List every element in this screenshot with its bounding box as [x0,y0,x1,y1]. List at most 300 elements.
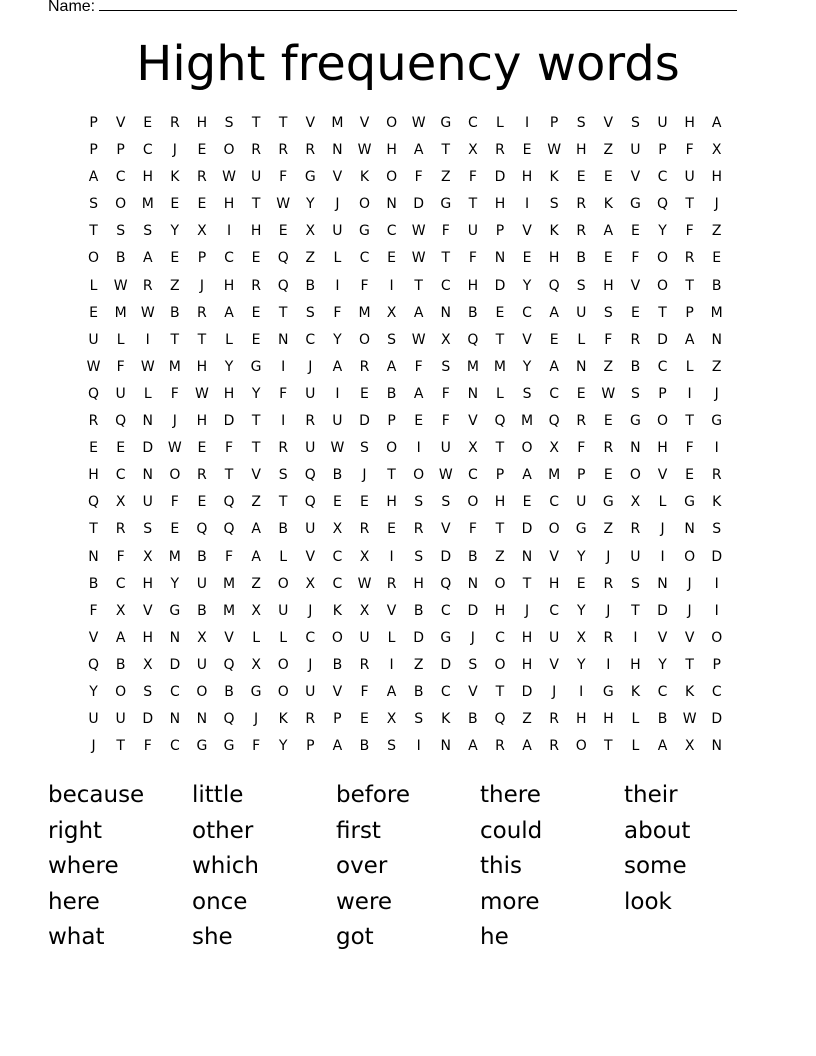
grid-letter[interactable]: Q [304,467,316,484]
grid-letter[interactable]: H [223,385,235,402]
grid-letter[interactable]: B [468,548,478,565]
grid-letter[interactable]: S [441,494,451,511]
grid-letter[interactable]: X [142,656,153,673]
grid-letter[interactable]: A [413,304,424,321]
grid-letter[interactable]: S [143,683,153,700]
grid-letter[interactable]: J [199,277,204,294]
grid-letter[interactable]: J [660,521,665,538]
grid-letter[interactable]: Z [603,142,614,159]
grid-letter[interactable]: K [441,711,451,728]
grid-letter[interactable]: H [494,494,506,511]
grid-letter[interactable]: F [170,385,179,402]
grid-letter[interactable]: L [685,358,694,375]
grid-letter[interactable]: R [115,521,126,538]
grid-letter[interactable]: T [522,575,532,592]
grid-letter[interactable]: D [711,711,723,728]
name-underline[interactable] [99,0,737,11]
grid-letter[interactable]: H [521,169,533,186]
grid-letter[interactable]: Z [522,711,532,728]
grid-letter[interactable]: O [657,250,669,267]
grid-letter[interactable]: O [331,629,343,646]
grid-letter[interactable]: Q [440,575,452,592]
grid-letter[interactable]: C [169,738,180,755]
grid-letter[interactable]: N [711,331,722,348]
grid-letter[interactable]: G [440,629,452,646]
grid-letter[interactable]: Y [170,223,180,240]
grid-letter[interactable]: D [494,169,506,186]
grid-letter[interactable]: R [386,575,397,592]
grid-letter[interactable]: R [576,223,587,240]
grid-letter[interactable]: R [359,358,370,375]
grid-letter[interactable]: S [549,196,559,213]
grid-letter[interactable]: W [357,142,372,159]
grid-letter[interactable]: D [657,602,668,619]
grid-letter[interactable]: F [414,358,423,375]
grid-letter[interactable]: S [143,223,153,240]
grid-letter[interactable]: U [196,575,208,592]
grid-letter[interactable]: S [305,304,315,321]
grid-letter[interactable]: E [414,413,424,430]
grid-letter[interactable]: C [549,385,560,402]
grid-letter[interactable]: I [389,277,394,294]
grid-letter[interactable]: O [115,683,127,700]
grid-letter[interactable]: V [549,548,559,565]
grid-letter[interactable]: Q [88,385,100,402]
grid-letter[interactable]: D [359,413,370,430]
grid-letter[interactable]: Q [467,331,479,348]
grid-letter[interactable]: A [413,385,424,402]
grid-letter[interactable]: N [521,548,533,565]
grid-letter[interactable]: G [440,196,452,213]
grid-letter[interactable]: T [224,467,234,484]
grid-letter[interactable]: Y [522,277,532,294]
grid-letter[interactable]: P [712,656,721,673]
grid-letter[interactable]: A [603,223,614,240]
grid-letter[interactable]: I [633,629,638,646]
grid-letter[interactable]: G [223,738,235,755]
grid-letter[interactable]: A [711,115,722,131]
grid-letter[interactable]: F [224,440,234,457]
grid-letter[interactable]: X [440,331,451,348]
grid-letter[interactable]: V [684,629,695,646]
grid-letter[interactable]: O [386,115,398,131]
grid-letter[interactable]: E [170,196,180,213]
grid-letter[interactable]: J [524,602,530,619]
grid-letter[interactable]: U [467,223,478,240]
grid-letter[interactable]: I [226,223,232,240]
grid-letter[interactable]: R [197,467,207,484]
grid-letter[interactable]: N [711,738,722,755]
grid-letter[interactable]: T [631,602,640,619]
grid-letter[interactable]: R [251,142,261,159]
grid-letter[interactable]: C [440,277,451,294]
grid-letter[interactable]: Y [333,331,342,348]
grid-letter[interactable]: Q [223,656,235,673]
grid-letter[interactable]: P [89,115,98,131]
grid-letter[interactable]: U [684,169,695,186]
grid-letter[interactable]: Y [576,548,586,565]
grid-letter[interactable]: E [251,250,261,267]
grid-letter[interactable]: L [387,629,396,646]
grid-letter[interactable]: T [658,304,667,321]
grid-letter[interactable]: L [631,738,640,755]
grid-letter[interactable]: D [169,656,181,673]
grid-letter[interactable]: V [630,277,641,294]
grid-letter[interactable]: L [279,548,288,565]
grid-letter[interactable]: F [685,440,694,457]
grid-letter[interactable]: Z [413,656,424,673]
grid-letter[interactable]: A [657,738,668,755]
grid-letter[interactable]: U [305,683,316,700]
grid-letter[interactable]: J [308,358,313,375]
grid-letter[interactable]: I [714,440,719,457]
grid-letter[interactable]: Q [196,521,208,538]
grid-letter[interactable]: C [440,602,451,619]
grid-letter[interactable]: H [250,223,262,240]
grid-letter[interactable]: T [441,250,451,267]
grid-letter[interactable]: M [548,467,561,484]
grid-letter[interactable]: F [224,548,234,565]
grid-letter[interactable]: F [279,169,288,186]
grid-letter[interactable]: U [88,711,99,728]
grid-letter[interactable]: M [222,575,236,592]
grid-letter[interactable]: M [466,358,479,375]
grid-letter[interactable]: L [496,385,504,402]
grid-letter[interactable]: U [440,440,451,457]
grid-letter[interactable]: N [440,738,451,755]
grid-letter[interactable]: N [494,250,506,267]
grid-letter[interactable]: O [223,142,235,159]
grid-letter[interactable]: D [440,656,452,673]
grid-letter[interactable]: G [440,115,452,131]
grid-letter[interactable]: A [468,738,478,755]
grid-letter[interactable]: N [467,385,479,402]
grid-letter[interactable]: O [413,467,425,484]
grid-letter[interactable]: M [141,196,154,213]
grid-letter[interactable]: X [359,548,370,565]
grid-letter[interactable]: S [360,440,369,457]
grid-letter[interactable]: E [522,494,532,511]
grid-letter[interactable]: C [115,169,126,186]
grid-letter[interactable]: H [603,277,614,294]
grid-letter[interactable]: R [305,142,316,159]
grid-letter[interactable]: R [359,656,370,673]
grid-letter[interactable]: F [360,277,369,294]
grid-letter[interactable]: E [603,169,613,186]
grid-letter[interactable]: C [440,683,451,700]
grid-letter[interactable]: O [657,277,669,294]
grid-letter[interactable]: V [359,115,370,131]
grid-letter[interactable]: X [115,494,126,511]
grid-letter[interactable]: E [89,440,98,457]
grid-letter[interactable]: Q [494,711,506,728]
grid-letter[interactable]: G [629,196,641,213]
grid-letter[interactable]: T [414,277,423,294]
grid-letter[interactable]: J [714,385,719,402]
grid-letter[interactable]: R [603,440,614,457]
grid-letter[interactable]: N [169,629,181,646]
grid-letter[interactable]: B [468,711,478,728]
grid-letter[interactable]: R [251,277,261,294]
grid-letter[interactable]: E [143,115,153,131]
grid-letter[interactable]: C [549,494,560,511]
grid-letter[interactable]: V [630,169,641,186]
grid-letter[interactable]: J [687,575,692,592]
grid-letter[interactable]: P [549,115,559,131]
grid-letter[interactable]: T [468,196,478,213]
grid-letter[interactable]: F [468,169,477,186]
grid-letter[interactable]: E [332,494,342,511]
grid-letter[interactable]: M [168,548,181,565]
grid-letter[interactable]: J [172,413,177,430]
grid-letter[interactable]: R [305,413,316,430]
grid-letter[interactable]: X [305,575,316,592]
grid-letter[interactable]: A [522,738,532,755]
grid-letter[interactable]: R [549,738,559,755]
grid-letter[interactable]: E [251,304,261,321]
grid-letter[interactable]: R [197,304,207,321]
grid-letter[interactable]: T [251,196,261,213]
grid-letter[interactable]: X [468,142,478,159]
grid-letter[interactable]: U [88,331,99,348]
grid-letter[interactable]: T [495,331,505,348]
grid-letter[interactable]: G [602,494,614,511]
grid-letter[interactable]: H [413,575,424,592]
grid-letter[interactable]: V [305,115,316,131]
grid-letter[interactable]: C [332,575,343,592]
grid-letter[interactable]: I [660,548,665,565]
grid-letter[interactable]: W [140,304,155,321]
grid-letter[interactable]: O [386,169,398,186]
grid-letter[interactable]: B [386,385,397,402]
grid-letter[interactable]: O [115,196,127,213]
grid-letter[interactable]: I [145,331,150,348]
grid-letter[interactable]: V [657,467,668,484]
grid-letter[interactable]: G [359,223,370,240]
grid-letter[interactable]: E [197,494,207,511]
grid-letter[interactable]: C [657,683,668,700]
grid-letter[interactable]: E [197,440,207,457]
grid-letter[interactable]: N [332,142,343,159]
grid-letter[interactable]: E [360,711,369,728]
grid-letter[interactable]: T [251,440,261,457]
grid-letter[interactable]: E [603,250,613,267]
grid-letter[interactable]: V [332,683,343,700]
grid-letter[interactable]: K [549,169,559,186]
grid-letter[interactable]: H [386,142,397,159]
grid-letter[interactable]: H [575,711,587,728]
grid-letter[interactable]: T [116,738,125,755]
grid-letter[interactable]: E [170,250,180,267]
grid-letter[interactable]: W [140,358,155,375]
grid-letter[interactable]: E [603,413,613,430]
grid-letter[interactable]: O [548,521,560,538]
grid-letter[interactable]: E [360,385,369,402]
grid-letter[interactable]: N [142,467,153,484]
grid-letter[interactable]: N [575,358,587,375]
grid-letter[interactable]: N [630,440,641,457]
grid-letter[interactable]: X [197,629,207,646]
grid-letter[interactable]: V [468,683,478,700]
grid-letter[interactable]: I [579,683,584,700]
grid-letter[interactable]: T [89,521,98,538]
grid-letter[interactable]: E [576,385,586,402]
grid-letter[interactable]: Y [89,683,98,700]
grid-letter[interactable]: H [684,115,695,131]
grid-letter[interactable]: R [603,629,614,646]
grid-letter[interactable]: S [576,277,586,294]
grid-letter[interactable]: M [710,304,723,321]
grid-letter[interactable]: U [332,413,343,430]
grid-letter[interactable]: F [604,331,613,348]
grid-letter[interactable]: Z [440,169,451,186]
grid-letter[interactable]: J [172,142,177,159]
grid-letter[interactable]: K [712,494,722,511]
grid-letter[interactable]: P [116,142,125,159]
grid-letter[interactable]: C [224,250,234,267]
grid-letter[interactable]: X [549,440,559,457]
grid-letter[interactable]: B [413,683,424,700]
grid-letter[interactable]: V [332,169,343,186]
grid-letter[interactable]: J [606,548,611,565]
grid-letter[interactable]: I [335,385,340,402]
grid-letter[interactable]: X [386,711,397,728]
grid-letter[interactable]: R [495,142,505,159]
grid-letter[interactable]: T [89,223,98,240]
grid-letter[interactable]: P [89,142,98,159]
grid-letter[interactable]: H [196,115,208,131]
grid-letter[interactable]: X [359,602,370,619]
grid-letter[interactable]: Z [495,548,505,565]
grid-letter[interactable]: F [333,304,342,321]
grid-letter[interactable]: C [115,467,126,484]
grid-letter[interactable]: B [359,738,370,755]
grid-letter[interactable]: H [196,413,208,430]
letter-grid[interactable] [80,110,746,760]
grid-letter[interactable]: J [335,196,340,213]
grid-letter[interactable]: S [630,385,640,402]
grid-letter[interactable]: L [577,331,586,348]
grid-letter[interactable]: S [414,494,424,511]
grid-letter[interactable]: P [577,467,586,484]
grid-letter[interactable]: S [630,575,640,592]
grid-letter[interactable]: C [495,629,505,646]
grid-letter[interactable]: B [468,304,478,321]
grid-letter[interactable]: E [170,521,180,538]
grid-letter[interactable]: A [413,142,424,159]
grid-letter[interactable]: X [251,602,261,619]
grid-letter[interactable]: O [88,250,100,267]
grid-letter[interactable]: A [332,358,343,375]
grid-letter[interactable]: W [438,467,453,484]
grid-letter[interactable]: F [468,250,477,267]
grid-letter[interactable]: N [169,711,181,728]
grid-letter[interactable]: U [305,440,316,457]
grid-letter[interactable]: A [684,331,695,348]
grid-letter[interactable]: O [277,575,289,592]
grid-letter[interactable]: J [687,602,692,619]
grid-letter[interactable]: R [576,196,587,213]
grid-letter[interactable]: J [91,738,96,755]
grid-letter[interactable]: P [197,250,207,267]
grid-letter[interactable]: Z [170,277,180,294]
grid-letter[interactable]: X [630,494,641,511]
grid-letter[interactable]: T [197,331,207,348]
grid-letter[interactable]: E [630,304,640,321]
grid-letter[interactable]: B [305,277,316,294]
grid-letter[interactable]: F [279,385,288,402]
grid-letter[interactable]: S [712,521,722,538]
grid-letter[interactable]: Z [305,250,316,267]
grid-letter[interactable]: P [658,385,667,402]
grid-letter[interactable]: A [88,169,99,186]
grid-letter[interactable]: X [386,304,397,321]
grid-letter[interactable]: R [684,250,695,267]
grid-letter[interactable]: Y [576,602,586,619]
grid-letter[interactable]: U [250,169,262,186]
grid-letter[interactable]: G [250,358,262,375]
grid-letter[interactable]: A [549,304,559,321]
grid-letter[interactable]: J [470,629,475,646]
grid-letter[interactable]: X [251,656,261,673]
grid-letter[interactable]: K [332,602,342,619]
grid-letter[interactable]: P [387,413,396,430]
grid-letter[interactable]: U [196,656,208,673]
grid-letter[interactable]: B [576,250,587,267]
grid-letter[interactable]: E [685,467,695,484]
grid-letter[interactable]: X [115,602,126,619]
grid-letter[interactable]: W [682,711,697,728]
grid-letter[interactable]: A [332,738,343,755]
grid-letter[interactable]: W [357,575,372,592]
grid-letter[interactable]: E [116,440,126,457]
grid-letter[interactable]: E [89,304,98,321]
grid-letter[interactable]: S [414,711,424,728]
grid-letter[interactable]: A [251,521,261,538]
grid-letter[interactable]: U [142,494,153,511]
grid-letter[interactable]: X [468,440,478,457]
grid-letter[interactable]: H [630,656,641,673]
grid-letter[interactable]: D [440,548,452,565]
grid-letter[interactable]: I [524,115,530,131]
grid-letter[interactable]: V [603,115,614,131]
grid-letter[interactable]: X [197,223,207,240]
grid-letter[interactable]: L [496,115,504,131]
grid-letter[interactable]: Q [277,250,289,267]
grid-letter[interactable]: D [223,413,235,430]
grid-letter[interactable]: D [521,521,533,538]
grid-letter[interactable]: E [387,521,396,538]
grid-letter[interactable]: B [657,711,668,728]
grid-letter[interactable]: R [576,413,587,430]
grid-letter[interactable]: H [548,250,560,267]
grid-letter[interactable]: G [629,413,641,430]
grid-letter[interactable]: W [222,169,236,186]
grid-letter[interactable]: N [467,575,479,592]
grid-letter[interactable]: L [658,494,667,511]
grid-letter[interactable]: R [142,277,153,294]
grid-letter[interactable]: C [467,467,478,484]
grid-letter[interactable]: Z [711,358,722,375]
grid-letter[interactable]: Y [576,656,586,673]
grid-letter[interactable]: C [305,331,316,348]
grid-letter[interactable]: V [88,629,99,646]
grid-letter[interactable]: S [387,738,397,755]
grid-letter[interactable]: H [548,575,560,592]
grid-letter[interactable]: I [714,575,719,592]
grid-letter[interactable]: T [604,738,613,755]
grid-letter[interactable]: H [88,467,99,484]
